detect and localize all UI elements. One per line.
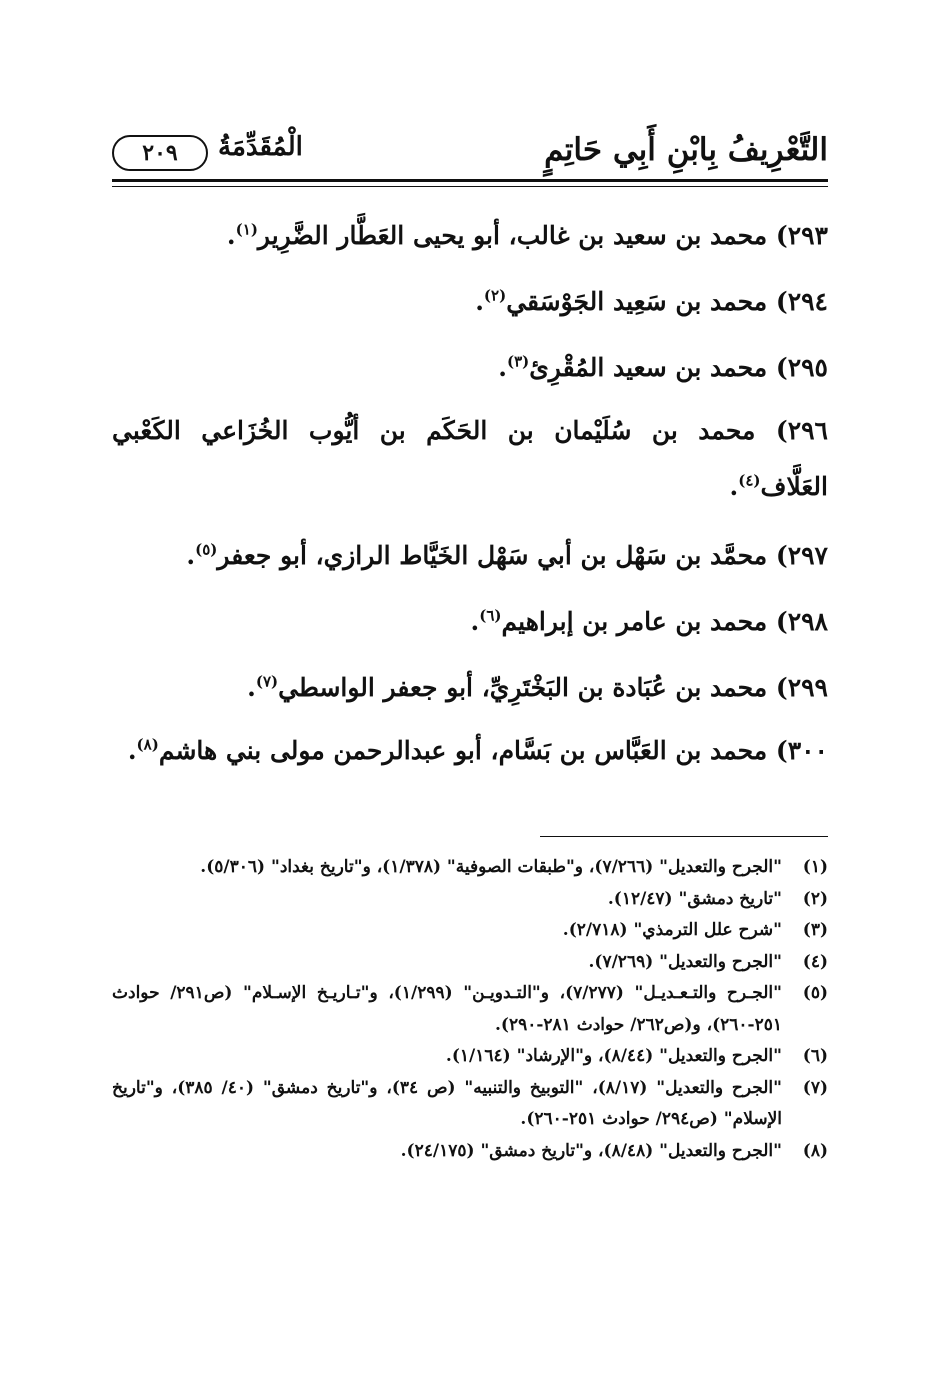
entry-text: محمد بن عُبَادة بن البَخْتَرِيِّ، أبو جعفر الواسطي [278,673,768,702]
footnote-ref: (٨) [136,735,159,754]
footnote-4 [112,947,828,979]
footnote-number: (٨) [802,1140,828,1161]
footnote-7 [112,1073,828,1136]
footnote-text: "تاريخ دمشق" (١٢/٤٧). [607,888,782,909]
footnote-ref: (٣) [506,352,530,371]
entry-293 [112,205,828,267]
header-rule-thin [112,186,828,187]
entry-295 [112,337,828,399]
entry-number: ٣٠٠) [775,736,828,765]
entry-end: . [127,736,137,765]
footnote-number: (٣) [802,920,828,940]
entry-number: ٢٩٨) [775,607,828,636]
footnote-number: (١) [802,857,828,877]
section-title: الْمُقَدِّمَةُ [218,132,303,162]
footnote-text: "الجرح والتعديل" (٧/٢٦٦)، و"طبقات الصوفية" (١/٣٧٨)، و"تاريخ بغداد" (٥/٣٠٦). [200,857,782,877]
entry-text: محمد بن العَبَّاس بن بَسَّام، أبو عبدالرحمن مولى بني هاشم [158,736,768,765]
footnote-number: (٢) [802,888,828,909]
entry-number: ٢٩٦) [775,416,828,445]
entry-number: ٢٩٤) [775,287,828,316]
footnote-text: "الجرح والتعديل" (٧/٢٦٩). [588,951,782,972]
footnote-number: (٤) [802,951,828,972]
footnote-number: (٦) [802,1046,828,1066]
footnote-2 [112,884,828,916]
footnote-ref: (٧) [255,672,279,691]
page-number: ٢٠٩ [112,135,208,171]
footnote-6 [112,1041,828,1073]
footnote-text: "الجرح والتعديل" (٨/٤٤)، و"الإرشاد" (١/١٦٤). [445,1046,782,1066]
entry-300 [112,723,828,779]
entry-text: محمد بن سعيد بن غالب، أبو يحيى العَطَّار الضَّرِير [257,221,768,250]
entry-text: محمَّد بن سَهْل بن أبي سَهْل الخَيَّاط الرازي، أبو جعفر [217,541,768,570]
entry-number: ٢٩٧) [775,541,828,570]
entry-298 [112,591,828,653]
entry-end: . [226,221,236,250]
footnote-5 [112,978,828,1041]
entry-text: محمد بن سعيد المُقْرِئ [529,353,768,382]
entry-294 [112,271,828,333]
footnote-ref: (٤) [738,471,761,490]
entry-end: . [186,541,196,570]
header-rule-thick [112,179,828,182]
footnote-text: "الجـرح والتـعـديـل" (٧/٢٧٧)، و"التـدويـن" (١/٢٩٩)، و"تـاريـخ الإسـلام" (ص٢٩١/ حوادث ٢٥١-٢٦٠)، و(ص٢٦٢/ حوادث ٢٨١-٢٩٠). [112,983,783,1035]
footnote-text: "شرح علل الترمذي" (٢/٧١٨). [562,920,782,940]
footnote-number: (٥) [802,983,828,1003]
footnote-text: "الجرح والتعديل" (٨/١٧)، "التوبيخ والتنبيه" (ص ٣٤)، و"تاريخ دمشق" (٤٠/ ٣٨٥)، و"تاريخ الإسلام" (ص٢٩٤/ حوادث ٢٥١-٢٦٠). [112,1077,782,1129]
page-header [112,128,828,184]
footnote-number: (٧) [802,1077,828,1098]
entry-end: . [470,607,480,636]
footnote-3 [112,915,828,947]
footnote-ref: (٥) [195,540,218,559]
entry-end: . [729,472,739,501]
entry-text: محمد بن سَعِيد الجَوْسَقي [506,287,768,316]
running-title: التَّعْرِيفُ بِابْنِ أَبِي حَاتِمٍ [544,132,828,168]
footnote-ref: (٢) [483,286,507,305]
entry-end: . [475,287,484,316]
entry-297 [112,525,828,587]
footnotes-list [112,852,828,1167]
entry-end: . [498,353,507,382]
entry-number: ٢٩٣) [775,221,828,250]
footnote-ref: (١) [235,220,258,239]
entries-list [112,205,828,789]
entry-text: محمد بن عامر بن إبراهيم [501,607,768,636]
footnote-separator [540,836,828,837]
entry-296 [112,403,828,515]
entry-299 [112,657,828,719]
entry-number: ٢٩٩) [775,673,828,702]
footnote-text: "الجرح والتعديل" (٨/٤٨)، و"تاريخ دمشق" (٢٤/١٧٥). [400,1140,782,1161]
entry-text: محمد بن سُلَيْمان بن الحَكَم بن أيُّوب الخُزَاعي الكَعْبي العَلَّاف [112,416,828,501]
footnote-ref: (٦) [479,606,502,625]
footnote-1 [112,852,828,884]
entry-end: . [247,673,256,702]
entry-number: ٢٩٥) [775,353,828,382]
footnote-8 [112,1136,828,1168]
